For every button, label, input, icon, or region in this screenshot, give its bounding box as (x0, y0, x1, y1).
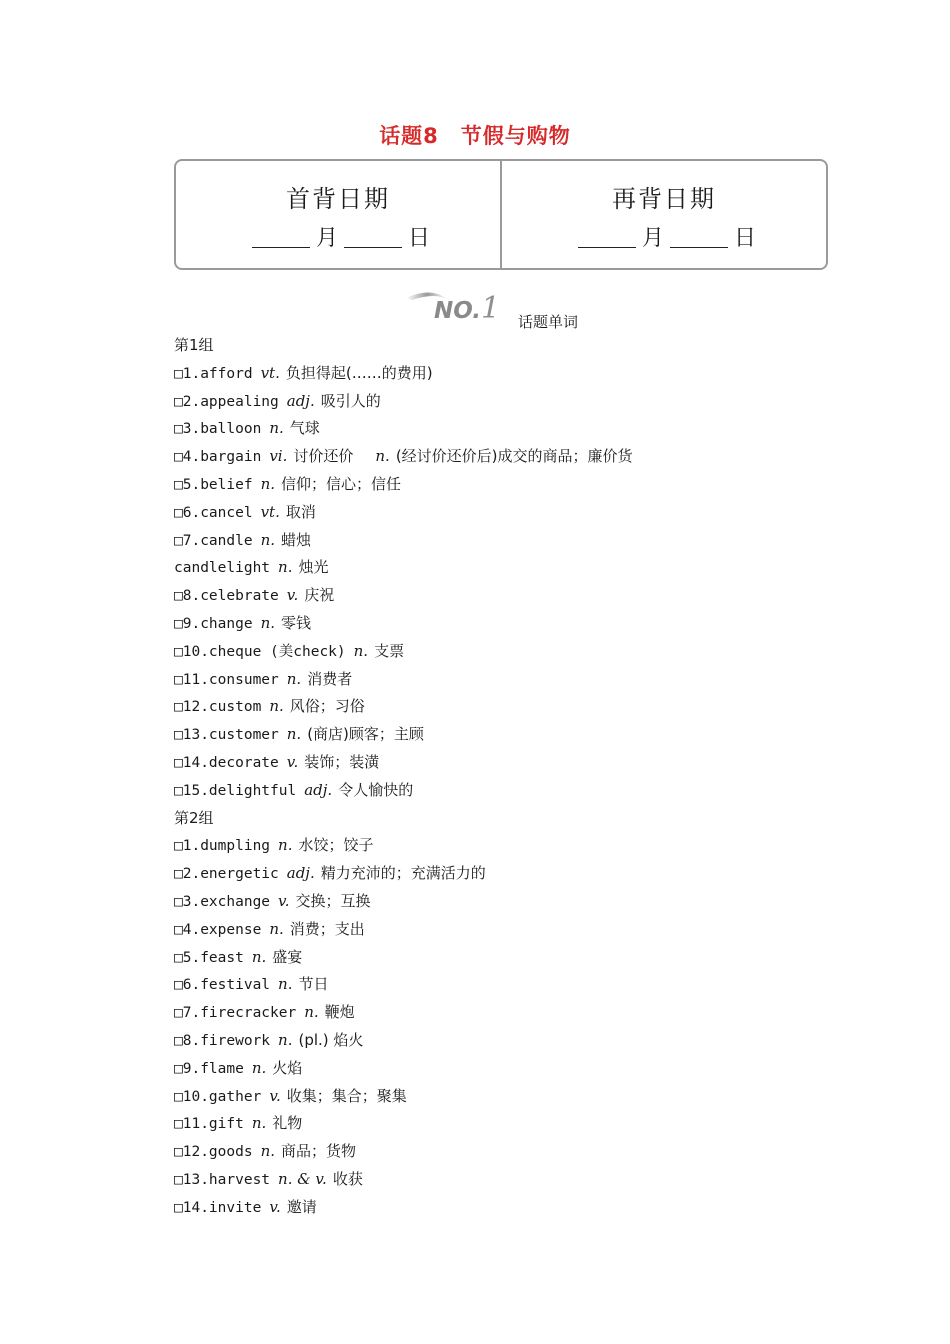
entry-word: □10.gather (174, 1088, 262, 1105)
second-review-label: 再背日期 (612, 185, 716, 213)
entry-word: □5.feast (174, 949, 244, 966)
entry-meaning: (pl.) 焰火 (298, 1030, 364, 1049)
entry-word: □11.consumer (174, 671, 279, 688)
entry-meaning: 气球 (289, 419, 320, 438)
entry-pos-2: n. (375, 447, 390, 466)
entry-meaning-2: (经讨价还价后)成交的商品；廉价货 (395, 447, 633, 466)
entry-meaning: 邀请 (286, 1197, 317, 1216)
entry-meaning: 鞭炮 (324, 1003, 355, 1022)
group-title: 第2组 (174, 808, 214, 827)
entry-meaning: 吸引人的 (320, 391, 381, 410)
entry-pos: n. (269, 919, 284, 938)
entry-meaning: 交换；互换 (295, 891, 371, 910)
entry-pos: adj. (286, 864, 315, 883)
first-review-cell (176, 161, 500, 268)
entry-pos: n. & v. (278, 1169, 327, 1188)
entry-pos: v. (278, 891, 290, 910)
badge-prefix: NO. (434, 298, 482, 324)
first-review-label: 首背日期 (286, 185, 390, 213)
entry-meaning: 信仰；信心；信任 (281, 474, 402, 493)
entry-pos: vt. (260, 363, 280, 382)
entry-word: □12.custom (174, 699, 262, 716)
entry-pos: n. (286, 725, 302, 744)
entry-pos: n. (260, 613, 276, 632)
entry-meaning: 节日 (298, 975, 329, 994)
entry-meaning: 负担得起(……的费用) (285, 363, 433, 382)
entry-word: □1.afford (174, 365, 253, 382)
entry-word: □3.exchange (174, 893, 271, 910)
entry-meaning: 风俗；习俗 (289, 697, 365, 716)
entry-word: □8.celebrate (174, 588, 279, 605)
entry-pos: n. (304, 1003, 319, 1022)
vocab-entry (174, 888, 814, 916)
vocab-entry (174, 1194, 814, 1222)
entry-pos: n. (260, 474, 276, 493)
vocab-entry (174, 360, 814, 388)
entry-word: □4.expense (174, 921, 262, 938)
entry-pos: n. (353, 641, 369, 660)
vocab-entry (174, 777, 814, 805)
entry-pos: v. (286, 752, 299, 771)
vocab-entry (174, 971, 814, 999)
entry-meaning: 庆祝 (304, 586, 335, 605)
first-day-blank[interactable] (344, 247, 402, 248)
vocab-entry (174, 471, 814, 499)
vocab-entry (174, 721, 814, 749)
entry-word: □2.energetic (174, 866, 279, 883)
entry-meaning: 水饺；饺子 (298, 836, 374, 855)
first-review-date (176, 221, 500, 252)
entry-meaning: 商品；货物 (281, 1142, 357, 1161)
vocab-entry (174, 693, 814, 721)
entry-pos: v. (286, 586, 299, 605)
first-month-char: 月 (315, 226, 338, 251)
entry-meaning: 令人愉快的 (338, 780, 414, 799)
section-number-badge (402, 284, 510, 324)
entry-meaning: 收获 (332, 1169, 363, 1188)
entry-pos: n. (251, 947, 267, 966)
entry-pos: n. (278, 836, 293, 855)
vocab-entry (174, 554, 814, 582)
entry-meaning: 消费；支出 (289, 919, 365, 938)
entry-pos: n. (251, 1114, 267, 1133)
entry-word: candlelight (174, 560, 271, 577)
vocab-entry (174, 832, 814, 860)
entry-pos: vt. (260, 502, 280, 521)
entry-pos: adj. (304, 780, 333, 799)
page-title: 话题8 节假与购物 (379, 124, 571, 148)
entry-meaning: 精力充沛的；充满活力的 (320, 864, 486, 883)
vocab-entry (174, 666, 814, 694)
vocab-entry (174, 582, 814, 610)
vocab-entry (174, 499, 814, 527)
entry-word: □7.candle (174, 532, 253, 549)
second-review-date (502, 221, 826, 252)
entry-meaning: 蜡烛 (281, 530, 312, 549)
entry-word: □14.decorate (174, 754, 279, 771)
vocab-entry (174, 415, 814, 443)
vocab-entry (174, 638, 814, 666)
entry-word: □9.change (174, 615, 253, 632)
entry-word: □3.balloon (174, 421, 262, 438)
entry-word: □12.goods (174, 1144, 253, 1161)
entry-pos: adj. (286, 391, 315, 410)
section-label: 话题单词 (518, 313, 579, 331)
entry-word: □9.flame (174, 1060, 244, 1077)
entry-word: □10.cheque (美check) (174, 643, 346, 660)
vocab-entry (174, 610, 814, 638)
vocab-entry (174, 1166, 814, 1194)
vocab-entry (174, 916, 814, 944)
entry-word: □5.belief (174, 476, 253, 493)
entry-word: □13.customer (174, 727, 279, 744)
vocab-entry (174, 1083, 814, 1111)
vocab-entry (174, 1138, 814, 1166)
second-day-char: 日 (734, 226, 757, 251)
first-day-char: 日 (408, 226, 431, 251)
entry-pos: n. (278, 975, 293, 994)
entry-word: □1.dumpling (174, 838, 271, 855)
entry-meaning: 取消 (285, 502, 316, 521)
entry-meaning: 装饰；装潢 (304, 752, 380, 771)
entry-word: □11.gift (174, 1116, 244, 1133)
entry-meaning: 礼物 (272, 1114, 303, 1133)
group-title: 第1组 (174, 336, 214, 354)
entry-pos: v. (269, 1086, 281, 1105)
review-date-box (174, 159, 828, 270)
entry-meaning: 收集；集合；聚集 (286, 1086, 407, 1105)
entry-meaning: 支票 (374, 641, 405, 660)
second-month-blank[interactable] (578, 247, 636, 248)
group-heading (174, 805, 814, 833)
entry-meaning: 零钱 (281, 613, 312, 632)
entry-meaning: 烛光 (298, 558, 329, 577)
entry-word: □4.bargain (174, 449, 262, 466)
vocab-entry (174, 388, 814, 416)
entry-meaning: 盛宴 (272, 947, 303, 966)
second-day-blank[interactable] (670, 247, 728, 248)
vocab-entry (174, 1055, 814, 1083)
entry-word: □6.festival (174, 977, 271, 994)
entry-pos: n. (278, 558, 293, 577)
entry-meaning: 讨价还价 (293, 447, 354, 466)
vocab-entry (174, 944, 814, 972)
entry-word: □2.appealing (174, 393, 279, 410)
entry-pos: n. (251, 1058, 267, 1077)
first-month-blank[interactable] (252, 247, 310, 248)
entry-meaning: 消费者 (307, 669, 353, 688)
entry-meaning: 火焰 (272, 1058, 303, 1077)
vocab-entry (174, 860, 814, 888)
vocab-entry (174, 1027, 814, 1055)
second-month-char: 月 (641, 226, 664, 251)
entry-pos: n. (260, 530, 276, 549)
entry-pos: vi. (269, 447, 288, 466)
second-review-cell (500, 161, 826, 268)
vocab-entry (174, 999, 814, 1027)
entry-word: □7.firecracker (174, 1005, 297, 1022)
entry-word: □6.cancel (174, 504, 253, 521)
vocab-entry (174, 527, 814, 555)
entry-pos: v. (269, 1197, 281, 1216)
entry-word: □15.delightful (174, 782, 297, 799)
entry-word: □14.invite (174, 1199, 262, 1216)
entry-word: □13.harvest (174, 1171, 271, 1188)
badge-number: 1 (481, 291, 501, 326)
entry-pos: n. (260, 1142, 276, 1161)
vocab-list (174, 332, 814, 1222)
entry-pos: n. (269, 697, 284, 716)
vocab-entry (174, 443, 814, 471)
entry-pos: n. (278, 1030, 293, 1049)
vocab-entry (174, 749, 814, 777)
group-heading (174, 332, 814, 360)
badge-text (434, 291, 500, 326)
entry-pos: n. (269, 419, 284, 438)
entry-pos: n. (286, 669, 302, 688)
entry-word: □8.firework (174, 1032, 271, 1049)
entry-meaning: (商店)顾客；主顾 (307, 725, 424, 744)
vocab-entry (174, 1110, 814, 1138)
